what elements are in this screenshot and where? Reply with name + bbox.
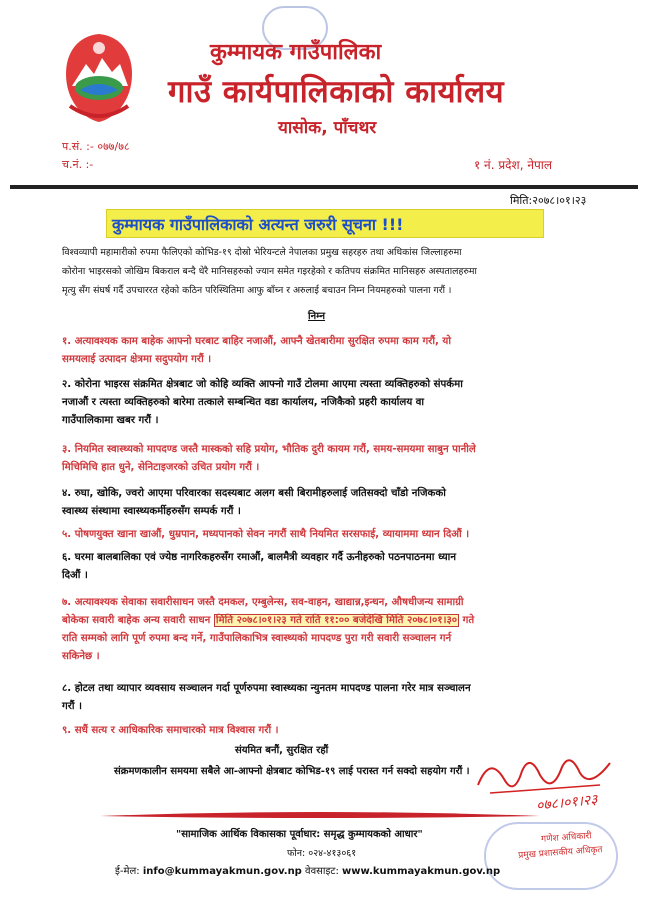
email-label: ई-मेल: xyxy=(115,866,140,877)
point-line: गाउँपालिकामा खबर गरौं । xyxy=(62,415,159,426)
point-line: ९. सधैं सत्य र आधिकारिक समाचारको मात्र विश्वास गरौं । xyxy=(62,725,279,736)
dispatch-number: च.नं. :- xyxy=(62,158,94,171)
footer-slogan: "सामाजिक आर्थिक विकासका पूर्वाधार: समृद्ध कुम्मायकको आधार" xyxy=(176,829,423,840)
point-line: समयलाई उत्पादन क्षेत्रमा सदुपयोग गरौं । xyxy=(62,354,212,365)
nepal-emblem-icon xyxy=(58,30,140,126)
office-name: कुम्मायक गाउँपालिका xyxy=(210,40,382,65)
office-location: यासोक, पाँचथर xyxy=(278,118,377,138)
notice-date: मिति:२०७८।०१।२३ xyxy=(510,194,587,207)
point-line: ४. रुघा, खोकि, ज्वरो आएमा परिवारका सदस्यबाट अलग बसी बिरामीहरुलाई जतिसक्दो चाँडो नजिकको xyxy=(62,488,446,499)
point-line: ३. नियमित स्वास्थ्यको मापदण्ड जस्तै मास्कको सहि प्रयोग, भौतिक दुरी कायम गरौं, समय-समयमा साबुन पानीले xyxy=(62,444,476,455)
point-line xyxy=(62,612,474,630)
point-text: गते xyxy=(462,615,475,626)
intro-paragraph xyxy=(62,243,602,300)
footer-contact xyxy=(115,863,500,877)
point-8 xyxy=(62,680,471,716)
intro-line: विश्वव्यापी महामारीको रुपमा फैलिएको कोभिड-१९ दोस्रो भेरियन्टले नेपालका प्रमुख सहरहरु तथा अधिकांस जिल्लाहरुमा xyxy=(62,247,462,258)
notice-title: कुम्मायक गाउँपालिकाको अत्यन्त जरुरी सूचना !!! xyxy=(112,215,404,234)
point-line: ६. घरमा बालबालिका एवं ज्येष्ठ नागरिकहरुसँग रमाऔं, बालमैत्री व्यवहार गर्दै ऊनीहरुको पठनपाठनमा ध्यान xyxy=(62,552,456,563)
point-line: गरौं । xyxy=(62,701,82,712)
point-line: ५. पोषणयुक्त खाना खाऔं, धुम्रपान, मध्यपानको सेवन नगरौं साथै नियमित सरसफाई, व्यायाममा ध्यान दिऔं । xyxy=(62,529,470,540)
website-label: वेवसाइट: xyxy=(305,866,339,877)
email-link[interactable]: info@kummayakmun.gov.np xyxy=(142,866,302,877)
point-4 xyxy=(62,485,446,521)
point-line: नजाऔं र त्यस्ता व्यक्तिहरुको बारेमा तत्काले सम्बन्धित वडा कार्यालय, नजिकैको प्रहरी कार्यालय वा xyxy=(62,397,425,408)
reference-number: प.सं. :- ०७७/७८ xyxy=(62,140,130,153)
point-9 xyxy=(62,722,279,740)
point-1 xyxy=(62,333,451,369)
footer-phone: फोन: ०२४-४१३०६१ xyxy=(287,848,357,859)
highlighted-date-range: मिति २०७८।०१।२३ गते राति ११:०० बजेदेखि मिति २०७८।०१।३० xyxy=(215,615,458,626)
point-line: ८. होटल तथा व्यापार व्यवसाय सञ्चालन गर्दा पूर्णरुपमा स्वास्थ्यका न्युनतम मापदण्ड पालना गरेर मात्र सञ्चालन xyxy=(62,683,471,694)
point-5 xyxy=(62,526,469,544)
point-3 xyxy=(62,441,476,477)
point-line: राति सम्मको लागि पूर्ण रुपमा बन्द गर्ने, गाउँपालिकाभित्र स्वास्थ्यको मापदण्ड पुरा गरी सवारी सञ्चालन गर्न xyxy=(62,633,452,644)
point-line: २. कोरोना भाइरस संक्रमित क्षेत्रबाट जो कोहि व्यक्ति आफ्नो गाउँ टोलमा आएमा त्यस्ता व्यक्तिहरुको संपर्कमा xyxy=(62,379,463,390)
point-line: ७. अत्यावश्यक सेवाका सवारीसाधन जस्तै दमकल, एम्बुलेन्स, सव-वाहन, खाद्यान्न,इन्धन, औषधीजन्य सामाग्री xyxy=(62,597,464,608)
closing-appeal: संक्रमणकालीन समयमा सबैले आ-आफ्नो क्षेत्रबाट कोभिड-१९ लाई परास्त गर्न सक्दो सहयोग गरौं । xyxy=(114,766,470,777)
point-line: मिचिमिचि हात धुने, सेनिटाइजरको उचित प्रयोग गरौं । xyxy=(62,462,260,473)
point-text: बोकेका सवारी बाहेक अन्य सवारी साधन xyxy=(62,615,211,626)
closing-slogan: संयमित बनौं, सुरक्षित रहौं xyxy=(235,745,329,756)
point-line: १. अत्यावश्यक काम बाहेक आफ्नो घरबाट बाहिर नजाऔं, आफ्नै खेतबारीमा सुरक्षित रुपमा काम गरौं, यो xyxy=(62,336,451,347)
point-2 xyxy=(62,376,463,430)
point-line: दिऔं । xyxy=(62,570,88,581)
point-line: स्वास्थ्य संस्थामा स्वास्थ्यकर्मीहरुसँग सम्पर्क गरौं । xyxy=(62,506,241,517)
website-link[interactable]: www.kummayakmun.gov.np xyxy=(342,866,501,877)
office-title: गाउँ कार्यपालिकाको कार्यालय xyxy=(168,74,505,110)
signature-date: ०७८।०१।२३ xyxy=(535,791,599,815)
footer-divider xyxy=(100,810,540,820)
intro-line: मृत्यु सँग संघर्ष गर्दै उपचाररत रहेको कठिन परिस्थितिमा आफु बाँच्न र अरुलाई बचाउन निम्न नियमहरुको पालना गरौं । xyxy=(62,285,452,296)
point-7 xyxy=(62,594,474,666)
point-line: सकिनेछ । xyxy=(62,651,100,662)
signatory-title: प्रमुख प्रशासकीय अधिकृत xyxy=(517,845,603,861)
intro-line: कोरोना भाइरसको जोखिम बिकराल बन्दै धेरै मानिसहरुको ज्यान समेत गइरहेको र कतिपय संक्रमित मानिसहरु अस्पतालहरुमा xyxy=(62,266,477,277)
province-label: १ नं. प्रदेश, नेपाल xyxy=(474,158,553,172)
header-divider xyxy=(10,185,638,189)
point-6 xyxy=(62,549,456,585)
list-heading: निम्न xyxy=(308,311,326,322)
signatory-name: गणेश अधिकारी xyxy=(540,831,592,845)
